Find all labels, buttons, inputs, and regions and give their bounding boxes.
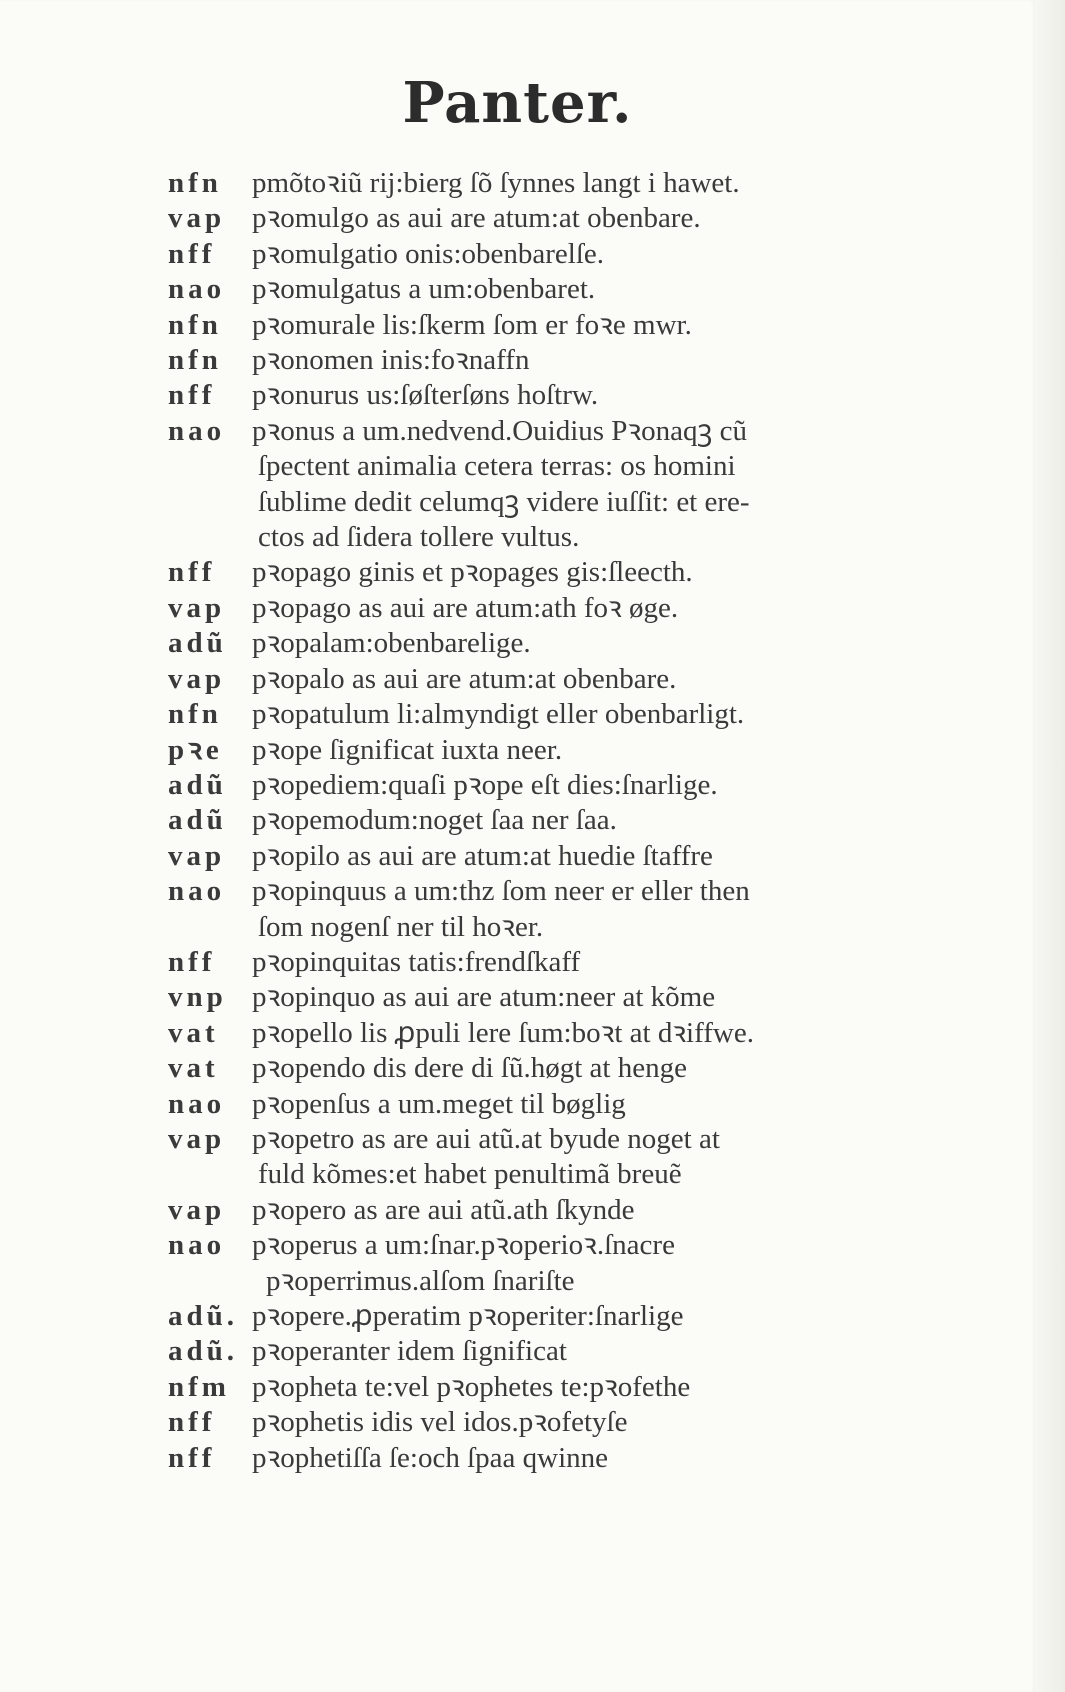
- grammar-code: nfn: [168, 344, 222, 377]
- entry-headword-line: pꝛopilo as aui are atum:at huedie ſtaffre: [252, 839, 713, 872]
- entry-continuation-line: ctos ad ſidera tollere vultus.: [258, 521, 580, 554]
- entry-definition: [252, 378, 928, 413]
- dictionary-entry: [168, 591, 928, 626]
- dictionary-entry: [168, 308, 928, 343]
- dictionary-entries: [168, 166, 928, 1476]
- dictionary-entry: [168, 343, 928, 378]
- grammar-code: vnp: [168, 981, 227, 1014]
- entry-definition: [252, 874, 928, 945]
- entry-headword-line: pꝛopalo as aui are atum:at obenbare.: [252, 662, 677, 695]
- entry-definition: [252, 1016, 928, 1051]
- entry-headword-line: pꝛoperanter idem ſignificat: [252, 1335, 567, 1368]
- grammar-code: nff: [168, 237, 216, 270]
- dictionary-entry: [168, 1228, 928, 1299]
- entry-headword-line: pꝛomurale lis:ſkerm ſom er foꝛe mwr.: [252, 308, 692, 341]
- entry-headword-line: pꝛopere.ꝓperatim pꝛoperiter:ſnarlige: [252, 1300, 684, 1332]
- dictionary-entry: [168, 839, 928, 874]
- grammar-code: adũ: [168, 804, 227, 837]
- dictionary-entry: [168, 414, 928, 556]
- entry-headword-line: pꝛopatulum li:almyndigt eller obenbarligt.: [252, 698, 745, 731]
- dictionary-entry: [168, 1441, 928, 1476]
- grammar-code: vap: [168, 202, 226, 235]
- dictionary-entry: [168, 803, 928, 838]
- grammar-code: nff: [168, 556, 216, 589]
- entry-continuation-line: ſpectent animalia cetera terras: os homini: [258, 450, 736, 483]
- entry-headword-line: pꝛophetis idis vel idos.pꝛofetyſe: [252, 1406, 628, 1439]
- grammar-code: nao: [168, 875, 226, 908]
- entry-headword-line: pꝛopemodum:noget ſaa ner ſaa.: [252, 804, 617, 837]
- entry-definition: [252, 1193, 928, 1228]
- entry-headword-line: pꝛopheta te:vel pꝛophetes te:pꝛofethe: [252, 1370, 691, 1403]
- grammar-code: adũ.: [168, 1300, 239, 1332]
- grammar-code: nfn: [168, 308, 222, 341]
- grammar-code: vap: [168, 662, 226, 695]
- dictionary-entry: [168, 272, 928, 307]
- entry-definition: [252, 980, 928, 1015]
- dictionary-entry: [168, 874, 928, 945]
- entry-headword-line: pmõtoꝛiũ rij:bierg ſõ ſynnes langt i hawet.: [252, 167, 740, 199]
- entry-headword-line: pꝛonus a um.nedvend.Ouidius Pꝛonaqꝫ cũ: [252, 414, 747, 447]
- entry-headword-line: pꝛopago as aui are atum:ath foꝛ øge.: [252, 591, 679, 624]
- entry-headword-line: pꝛomulgo as aui are atum:at obenbare.: [252, 202, 701, 235]
- entry-headword-line: pꝛomulgatio onis:obenbarelſe.: [252, 237, 605, 270]
- dictionary-entry: [168, 555, 928, 590]
- grammar-code: nao: [168, 414, 226, 447]
- grammar-code: nff: [168, 379, 216, 412]
- entry-definition: [252, 1441, 928, 1476]
- entry-headword-line: pꝛopero as are aui atũ.ath ſkynde: [252, 1193, 635, 1226]
- entry-definition: [252, 272, 928, 307]
- entry-definition: [252, 1334, 928, 1369]
- dictionary-entry: [168, 1051, 928, 1086]
- entry-definition: [252, 343, 928, 378]
- entry-definition: [252, 768, 928, 803]
- grammar-code: vap: [168, 839, 226, 872]
- entry-definition: [252, 1122, 928, 1193]
- entry-continuation-line: ſublime dedit celumqꝫ videre iuſſit: et ere-: [258, 485, 750, 518]
- entry-definition: [252, 555, 928, 590]
- grammar-code: nfn: [168, 698, 222, 731]
- dictionary-entry: [168, 662, 928, 697]
- dictionary-entry: [168, 378, 928, 413]
- entry-definition: [252, 803, 928, 838]
- page-edge: [1035, 0, 1065, 1692]
- entry-headword-line: pꝛophetiſſa ſe:och ſpaa qwinne: [252, 1441, 608, 1474]
- entry-definition: [252, 1370, 928, 1405]
- dictionary-entry: [168, 697, 928, 732]
- grammar-code: nfn: [168, 167, 222, 199]
- entry-headword-line: pꝛopinquus a um:thz ſom neer er eller then: [252, 875, 750, 908]
- entry-definition: [252, 839, 928, 874]
- grammar-code: vap: [168, 1193, 226, 1226]
- entry-definition: [252, 945, 928, 980]
- entry-definition: [252, 237, 928, 272]
- entry-headword-line: pꝛopediem:quaſi pꝛope eſt dies:ſnarlige.: [252, 768, 718, 801]
- dictionary-entry: [168, 1193, 928, 1228]
- grammar-code: adũ.: [168, 1335, 239, 1368]
- dictionary-entry: [168, 1299, 928, 1334]
- dictionary-entry: [168, 1087, 928, 1122]
- entry-headword-line: pꝛopinquo as aui are atum:neer at kõme: [252, 981, 716, 1014]
- grammar-code: nfm: [168, 1370, 230, 1403]
- page-title: Panter.: [402, 70, 633, 136]
- grammar-code: adũ: [168, 768, 227, 801]
- grammar-code: nff: [168, 1441, 216, 1474]
- entry-headword-line: pꝛopago ginis et pꝛopages gis:ſleecth.: [252, 556, 693, 589]
- dictionary-entry: [168, 201, 928, 236]
- dictionary-entry: [168, 1122, 928, 1193]
- entry-definition: [252, 1299, 928, 1334]
- entry-headword-line: pꝛomulgatus a um:obenbaret.: [252, 273, 596, 306]
- entry-headword-line: pꝛonurus us:ſøſterſøns hoſtrw.: [252, 379, 599, 412]
- entry-headword-line: pꝛoperus a um:ſnar.pꝛoperioꝛ.ſnacre: [252, 1229, 675, 1262]
- entry-headword-line: pꝛope ſignificat iuxta neer.: [252, 733, 563, 766]
- entry-headword-line: pꝛopenſus a um.meget til bøglig: [252, 1087, 626, 1120]
- grammar-code: vap: [168, 1122, 226, 1155]
- entry-headword-line: pꝛopetro as are aui atũ.at byude noget at: [252, 1122, 720, 1155]
- dictionary-entry: [168, 945, 928, 980]
- entry-definition: [252, 1405, 928, 1440]
- entry-headword-line: pꝛopendo dis dere di ſũ.høgt at henge: [252, 1052, 687, 1085]
- entry-headword-line: pꝛopinquitas tatis:frendſkaff: [252, 945, 581, 978]
- dictionary-entry: [168, 733, 928, 768]
- entry-continuation-line: ſom nogenſ ner til hoꝛer.: [258, 910, 544, 943]
- dictionary-entry: [168, 1334, 928, 1369]
- entry-definition: [252, 201, 928, 236]
- grammar-code: nff: [168, 945, 216, 978]
- entry-definition: [252, 733, 928, 768]
- grammar-code: vat: [168, 1016, 219, 1049]
- dictionary-entry: [168, 626, 928, 661]
- grammar-code: vap: [168, 591, 226, 624]
- grammar-code: nao: [168, 1229, 226, 1262]
- grammar-code: nao: [168, 273, 226, 306]
- entry-definition: [252, 1051, 928, 1086]
- entry-continuation-line: pꝛoperrimus.alſom ſnariſte: [266, 1264, 575, 1297]
- entry-definition: [252, 697, 928, 732]
- dictionary-entry: [168, 768, 928, 803]
- entry-definition: [252, 662, 928, 697]
- dictionary-entry: [168, 980, 928, 1015]
- dictionary-entry: [168, 1370, 928, 1405]
- entry-definition: [252, 1087, 928, 1122]
- grammar-code: nao: [168, 1087, 226, 1120]
- dictionary-entry: [168, 166, 928, 201]
- entry-definition: [252, 308, 928, 343]
- entry-definition: [252, 414, 928, 556]
- entry-headword-line: pꝛopalam:obenbarelige.: [252, 627, 531, 660]
- grammar-code: vat: [168, 1052, 219, 1085]
- dictionary-entry: [168, 1405, 928, 1440]
- grammar-code: nff: [168, 1406, 216, 1439]
- entry-continuation-line: fuld kõmes:et habet penultimã breuẽ: [258, 1158, 682, 1191]
- dictionary-entry: [168, 237, 928, 272]
- dictionary-entry: [168, 1016, 928, 1051]
- entry-headword-line: pꝛonomen inis:foꝛnaffn: [252, 344, 530, 377]
- entry-definition: [252, 166, 928, 201]
- grammar-code: adũ: [168, 627, 227, 660]
- entry-definition: [252, 1228, 928, 1299]
- grammar-code: pꝛe: [168, 733, 223, 766]
- entry-headword-line: pꝛopello lis ꝓpuli lere ſum:boꝛt at dꝛiffwe.: [252, 1016, 754, 1049]
- entry-definition: [252, 591, 928, 626]
- entry-definition: [252, 626, 928, 661]
